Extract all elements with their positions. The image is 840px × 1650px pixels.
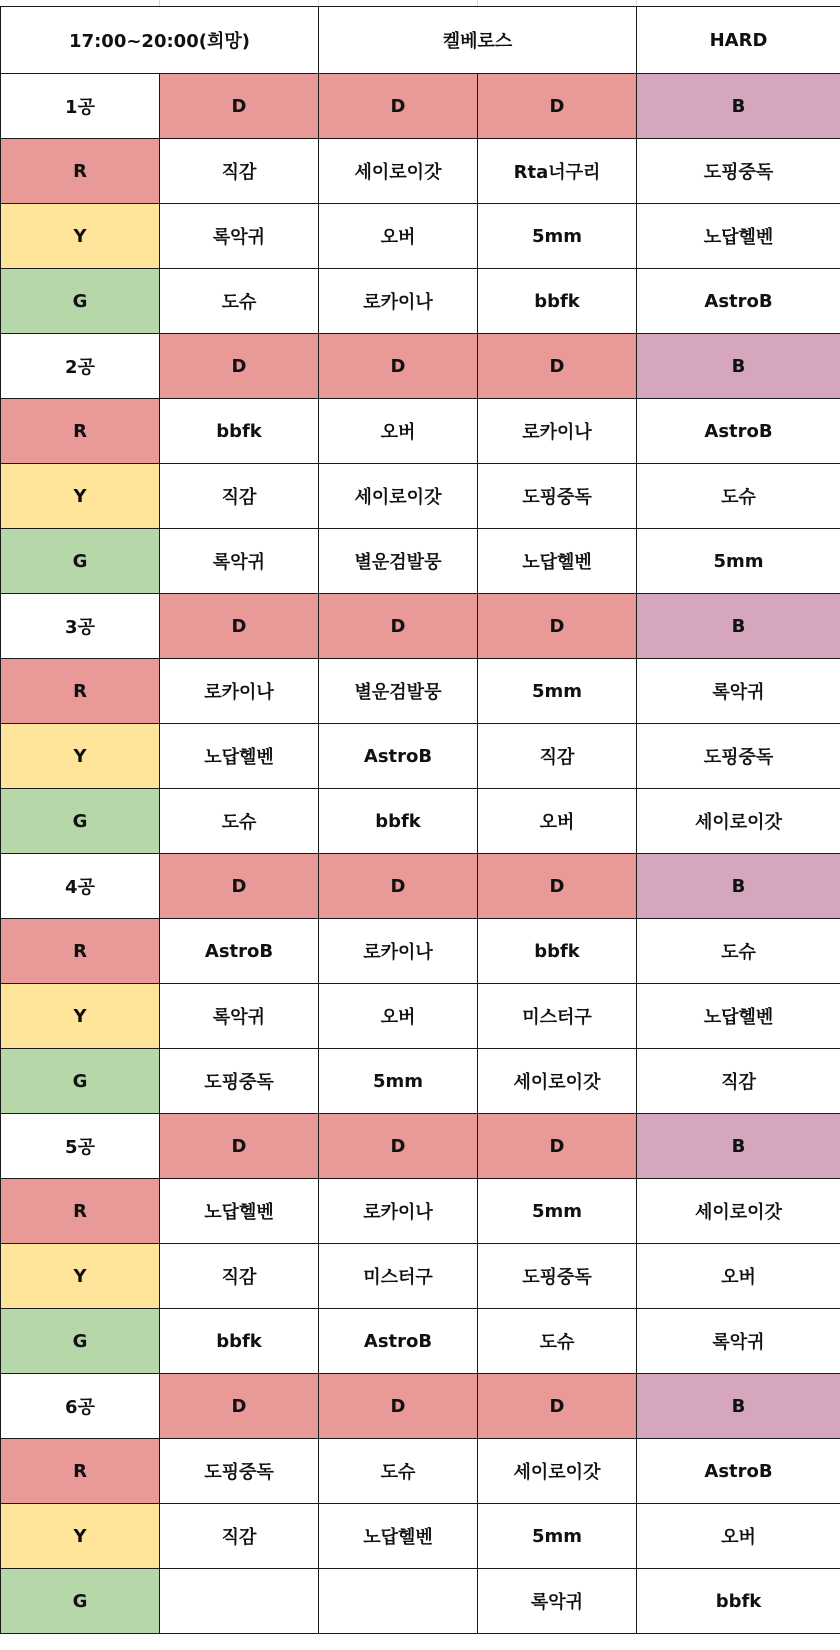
member-cell[interactable]: 도슈 [319,1439,478,1504]
round-label-cell[interactable]: 5공 [1,1114,160,1179]
party-row [1,1569,840,1634]
party-row [1,1504,840,1569]
round-header-row [1,1374,840,1439]
member-cell[interactable]: 오버 [637,1504,840,1569]
round-header-row [1,74,840,139]
member-cell[interactable]: 도슈 [160,269,319,334]
member-cell[interactable]: 5mm [478,1504,637,1569]
round-header-row [1,334,840,399]
member-cell[interactable]: 도핑중독 [160,1439,319,1504]
role-cell[interactable]: D [478,1374,637,1439]
round-header-row [1,854,840,919]
member-cell[interactable]: AstroB [637,399,840,464]
member-cell[interactable]: 미스터구 [478,984,637,1049]
party-row [1,269,840,334]
party-color-cell[interactable]: Y [1,464,160,529]
role-cell[interactable]: D [319,74,478,139]
member-cell[interactable]: 오버 [319,204,478,269]
header-difficulty-cell[interactable]: HARD [637,7,840,74]
member-cell[interactable]: AstroB [319,1309,478,1374]
member-cell[interactable]: bbfk [160,399,319,464]
party-color-cell[interactable]: R [1,1439,160,1504]
role-cell[interactable]: B [637,594,840,659]
party-color-cell[interactable]: G [1,1569,160,1634]
member-cell[interactable]: 직감 [160,464,319,529]
role-cell[interactable]: D [319,1374,478,1439]
member-cell[interactable]: 록악귀 [160,529,319,594]
member-cell[interactable]: 직감 [478,724,637,789]
role-cell[interactable]: B [637,854,840,919]
schedule-body [1,7,840,1634]
member-cell[interactable]: 별운검발뭉 [319,529,478,594]
member-cell[interactable]: 오버 [319,399,478,464]
member-cell[interactable]: 록악귀 [160,204,319,269]
member-cell[interactable]: bbfk [160,1309,319,1374]
party-color-cell[interactable]: Y [1,984,160,1049]
role-cell[interactable]: D [478,1114,637,1179]
member-cell[interactable]: 직감 [637,1049,840,1114]
member-cell[interactable]: 도슈 [637,464,840,529]
member-cell[interactable]: 오버 [319,984,478,1049]
round-label-cell[interactable]: 1공 [1,74,160,139]
member-cell[interactable]: 로카이나 [319,269,478,334]
raid-schedule-table [0,6,840,1634]
role-cell[interactable]: D [319,334,478,399]
member-cell[interactable]: 록악귀 [160,984,319,1049]
role-cell[interactable]: B [637,334,840,399]
member-cell[interactable] [319,1569,478,1634]
member-cell[interactable]: 도핑중독 [160,1049,319,1114]
member-cell[interactable]: AstroB [160,919,319,984]
role-cell[interactable]: D [478,74,637,139]
role-cell[interactable]: B [637,1374,840,1439]
party-color-cell[interactable]: G [1,789,160,854]
member-cell[interactable]: 록악귀 [637,1309,840,1374]
member-cell[interactable]: 5mm [478,204,637,269]
member-cell[interactable]: bbfk [478,919,637,984]
round-label-cell[interactable]: 3공 [1,594,160,659]
member-cell[interactable]: 세이로이갓 [319,464,478,529]
role-cell[interactable]: D [160,1374,319,1439]
member-cell[interactable]: bbfk [637,1569,840,1634]
role-cell[interactable]: D [160,854,319,919]
party-row [1,1049,840,1114]
role-cell[interactable]: D [478,854,637,919]
role-cell[interactable]: B [637,1114,840,1179]
member-cell[interactable]: 도슈 [160,789,319,854]
role-cell[interactable]: D [319,594,478,659]
round-label-cell[interactable]: 4공 [1,854,160,919]
member-cell[interactable]: 5mm [478,659,637,724]
party-color-cell[interactable]: Y [1,1244,160,1309]
member-cell[interactable]: 노답헬벤 [637,204,840,269]
party-color-cell[interactable]: R [1,919,160,984]
party-color-cell[interactable]: Y [1,1504,160,1569]
party-row [1,464,840,529]
role-cell[interactable]: D [160,74,319,139]
role-cell[interactable]: D [478,334,637,399]
member-cell[interactable]: 도슈 [637,919,840,984]
role-cell[interactable]: D [319,1114,478,1179]
member-cell[interactable]: 도핑중독 [478,464,637,529]
round-label-cell[interactable]: 2공 [1,334,160,399]
party-row [1,1244,840,1309]
member-cell[interactable]: 오버 [478,789,637,854]
member-cell[interactable]: 로카이나 [160,659,319,724]
member-cell[interactable]: 5mm [478,1179,637,1244]
party-row [1,659,840,724]
member-cell[interactable]: 5mm [637,529,840,594]
member-cell[interactable]: 노답헬벤 [160,1179,319,1244]
party-row [1,789,840,854]
member-cell[interactable]: Rta너구리 [478,139,637,204]
member-cell[interactable]: 5mm [319,1049,478,1114]
party-color-cell[interactable]: G [1,529,160,594]
member-cell[interactable]: 노답헬벤 [319,1504,478,1569]
role-cell[interactable]: D [478,594,637,659]
party-color-cell[interactable]: G [1,1309,160,1374]
member-cell[interactable]: 도핑중독 [637,139,840,204]
party-color-cell[interactable]: R [1,659,160,724]
member-cell[interactable]: 도슈 [478,1309,637,1374]
round-label-cell[interactable]: 6공 [1,1374,160,1439]
header-row [1,7,840,74]
round-header-row [1,594,840,659]
member-cell[interactable]: 로카이나 [319,1179,478,1244]
header-boss-cell[interactable]: 켈베로스 [319,7,637,74]
member-cell[interactable]: AstroB [637,269,840,334]
member-cell[interactable]: 세이로이갓 [478,1049,637,1114]
party-color-cell[interactable]: R [1,399,160,464]
member-cell[interactable]: 직감 [160,139,319,204]
member-cell[interactable]: 록악귀 [637,659,840,724]
party-row [1,1179,840,1244]
party-row [1,1439,840,1504]
member-cell[interactable]: 노답헬벤 [478,529,637,594]
party-row [1,204,840,269]
member-cell[interactable]: 로카이나 [478,399,637,464]
party-color-cell[interactable]: G [1,269,160,334]
member-cell[interactable]: bbfk [478,269,637,334]
role-cell[interactable]: D [160,1114,319,1179]
member-cell[interactable]: 미스터구 [319,1244,478,1309]
party-color-cell[interactable]: R [1,1179,160,1244]
member-cell[interactable]: AstroB [319,724,478,789]
party-row [1,529,840,594]
member-cell[interactable]: 도핑중독 [478,1244,637,1309]
party-row [1,399,840,464]
party-row [1,1309,840,1374]
member-cell[interactable]: 노답헬벤 [637,984,840,1049]
member-cell[interactable]: 직감 [160,1504,319,1569]
member-cell[interactable]: 세이로이갓 [637,789,840,854]
header-time-cell[interactable]: 17:00~20:00(희망) [1,7,319,74]
party-row [1,919,840,984]
member-cell[interactable]: AstroB [637,1439,840,1504]
member-cell[interactable]: 노답헬벤 [160,724,319,789]
party-color-cell[interactable]: Y [1,724,160,789]
party-row [1,724,840,789]
member-cell[interactable] [160,1569,319,1634]
member-cell[interactable]: 도핑중독 [637,724,840,789]
member-cell[interactable]: 별운검발뭉 [319,659,478,724]
member-cell[interactable]: 직감 [160,1244,319,1309]
role-cell[interactable]: B [637,74,840,139]
member-cell[interactable]: 오버 [637,1244,840,1309]
role-cell[interactable]: D [160,334,319,399]
party-row [1,984,840,1049]
round-header-row [1,1114,840,1179]
member-cell[interactable]: 세이로이갓 [637,1179,840,1244]
member-cell[interactable]: 로카이나 [319,919,478,984]
member-cell[interactable]: bbfk [319,789,478,854]
member-cell[interactable]: 세이로이갓 [319,139,478,204]
role-cell[interactable]: D [160,594,319,659]
role-cell[interactable]: D [319,854,478,919]
party-row [1,139,840,204]
party-color-cell[interactable]: Y [1,204,160,269]
member-cell[interactable]: 세이로이갓 [478,1439,637,1504]
party-color-cell[interactable]: R [1,139,160,204]
party-color-cell[interactable]: G [1,1049,160,1114]
member-cell[interactable]: 록악귀 [478,1569,637,1634]
